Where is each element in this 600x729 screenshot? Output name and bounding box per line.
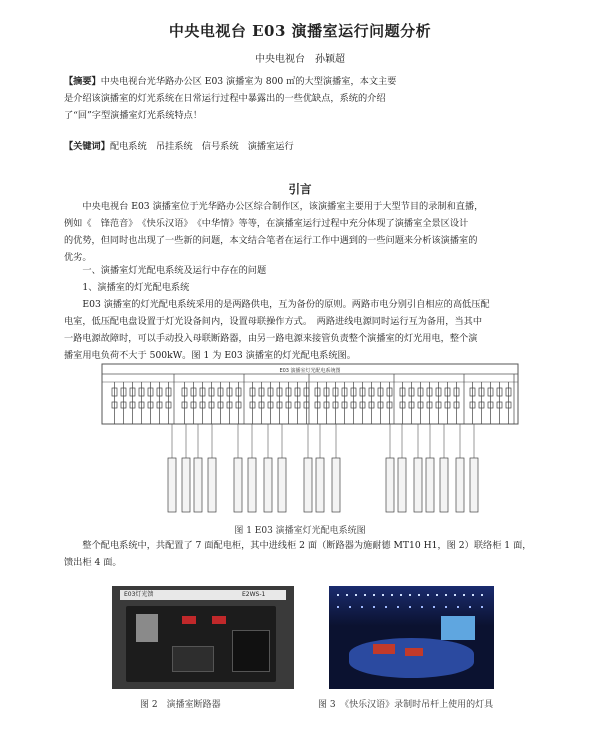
intro-line: 的优势，但同时也出现了一些新的问题，本文结合笔者在运行工作中遇到的一些问题来分析该演播室的 [64,235,478,246]
feeder-box [234,458,242,512]
breaker-handle-red [212,616,226,624]
breaker-handle-red [182,616,196,624]
feeder-box [208,458,216,512]
stage-set-red [405,648,423,656]
feeder-box [182,458,190,512]
feeder-box [332,458,340,512]
intro-body [64,198,554,266]
breaker-label-right: E2WS-1 [242,591,266,598]
abstract-line: 了“回”字型演播室灯光系统特点！ [64,110,203,121]
stage-floor [349,638,474,678]
breaker-window [232,630,270,672]
feeder-box [304,458,312,512]
paper-title: 中央电视台 E03 演播室运行问题分析 [168,22,432,40]
intro-line: 中央电视台 E03 演播室位于光华路办公区综合制作区，该演播室主要用于大型节目的录制和直播， [82,201,484,212]
feeder-box [456,458,464,512]
feeder-box [398,458,406,512]
author-line: 中央电视台 孙颖超 [255,54,345,65]
abstract-line: 是介绍该演播室的灯光系统在日常运行过程中暴露出的一些优缺点，系统的介绍 [64,93,386,104]
keywords-label: 【关键词】 [64,141,110,152]
diagram-header: E03 演播室灯光配电系统图 [279,368,341,374]
feeder-box [426,458,434,512]
after-figure-line: 整个配电系统中，共配置了 7 面配电柜，其中进线柜 2 面（断路器为施耐德 MT10 H1，图 2）联络柜 1 面， [82,540,532,551]
feeder-box [278,458,286,512]
feeder-box [194,458,202,512]
intro-line: 例如《 锋范音》 《快乐汉语》 《中华情》等等，在演播室运行过程中充分体现了演播室全景区设计 [64,218,469,229]
breaker-label-left: E03灯光馈 [124,591,154,598]
intro-heading: 引言 [288,182,312,196]
feeder-box [264,458,272,512]
figure1-caption: 图 1 E03 演播室灯光配电系统图 [234,526,366,536]
feeder-box [470,458,478,512]
after-figure-line: 馈出柜 4 面。 [64,557,122,568]
section1-line: E03 演播室的灯光配电系统采用的是两路供电，互为备份的原则。两路市电分别引自相应的高低压配 [82,299,490,310]
stage-light-dots [337,594,487,596]
feeder-box [440,458,448,512]
power-distribution-diagram [100,362,520,524]
abstract-line: 中央电视台光华路办公区 E03 演播室为 800 ㎡的大型演播室，本文主要 [100,76,397,87]
keywords-text: 配电系统 吊挂系统 信号系统 演播室运行 [109,141,294,152]
feeder-box [316,458,324,512]
intro-line: 优劣。 [64,252,92,263]
stage-set-red [373,644,395,654]
figure2-caption: 图 2 演播室断路器 [140,700,221,710]
abstract [64,73,544,124]
section1-line: 播室用电负荷不大于 500kW。图 1 为 E03 演播室的灯光配电系统图。 [64,350,356,361]
feeder-box [248,458,256,512]
after-figure-text [64,537,554,571]
section1 [64,262,554,364]
abstract-label: 【摘要】 [64,76,101,87]
breaker-display [136,614,158,642]
section1-line: 电室，低压配电盘设置于灯光设备间内，设置母联操作方式。 两路进线电源同时运行互为备用，当其中 [64,316,483,327]
breaker-photo [112,586,294,689]
section1-heading: 一、演播室灯光配电系统及运行中存在的问题 [82,265,267,276]
feeder-box [414,458,422,512]
stage-light-dots [337,606,487,608]
stage-photo [329,586,494,689]
figure3-caption: 图 3 《快乐汉语》录制时吊杆上使用的灯具 [318,700,494,710]
keywords [64,138,294,155]
feeder-box [386,458,394,512]
section1-line: 一路电源故障时，可以手动投入母联断路器，由另一路电源来接管负责整个演播室的灯光用电，整个演 [64,333,478,344]
feeder-box [168,458,176,512]
section1-subheading: 1、演播室的灯光配电系统 [82,282,190,293]
breaker-switch [172,646,214,672]
stage-screen [441,616,475,640]
